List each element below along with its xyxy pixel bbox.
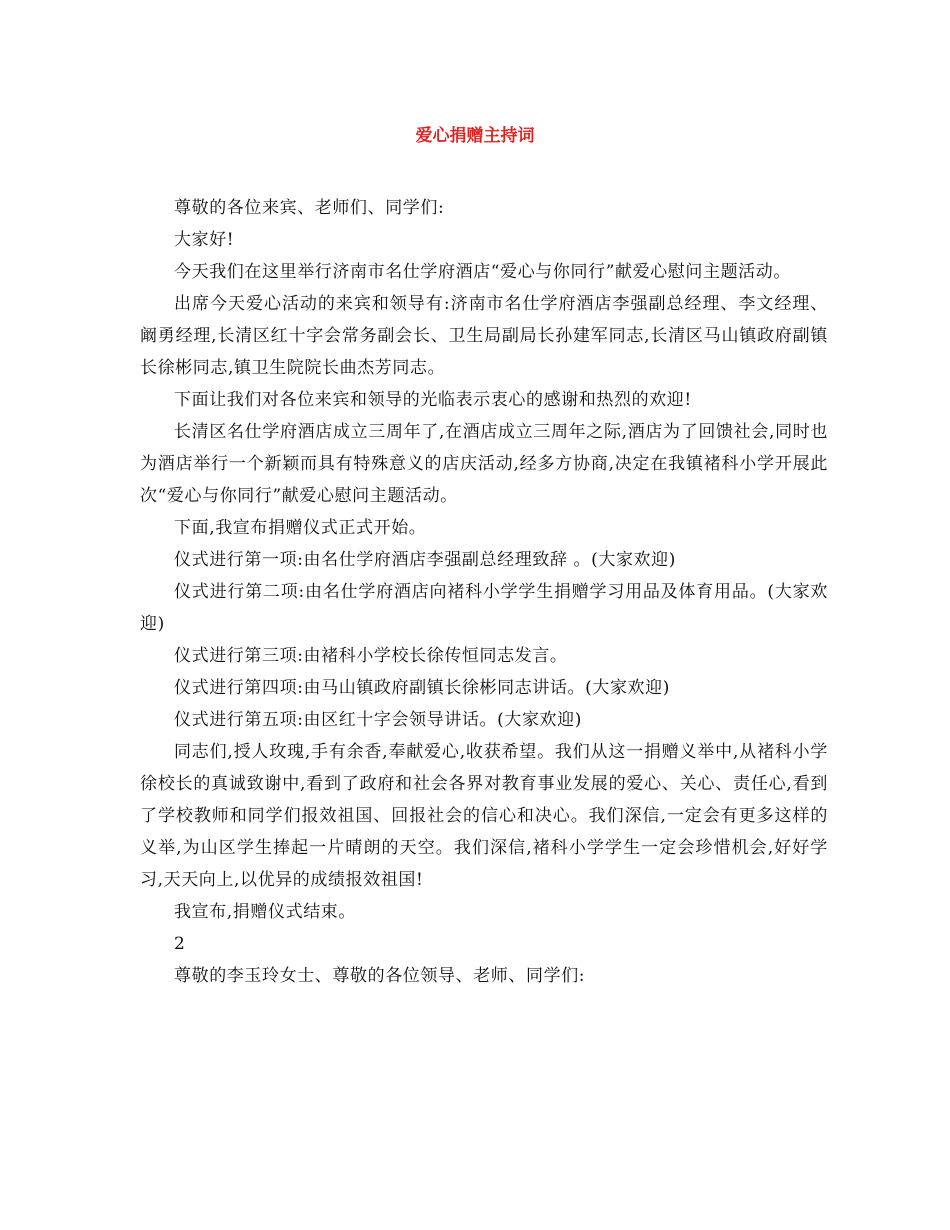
document-title: 爱心捐赠主持词 bbox=[415, 126, 535, 146]
paragraph-second-greeting: 尊敬的李玉玲女士、尊敬的各位领导、老师、同学们: bbox=[174, 966, 586, 986]
paragraph-item-4: 仪式进行第四项:由马山镇政府副镇长徐彬同志讲话。(大家欢迎) bbox=[174, 678, 670, 698]
paragraph-guests: 出席今天爱心活动的来宾和领导有:济南市名仕学府酒店李强副总经理、李文经理、阚勇经理,长清区红十字会常务副会长、卫生局副局长孙建军同志,长清区马山镇政府副镇长徐彬同志,镇卫生院院长曲杰芳同志。 bbox=[140, 294, 828, 378]
section-number: 2 bbox=[174, 934, 186, 954]
paragraph-hello: 大家好! bbox=[174, 230, 235, 250]
paragraph-greeting: 尊敬的各位来宾、老师们、同学们: bbox=[174, 198, 445, 218]
paragraph-intro: 今天我们在这里举行济南市名仕学府酒店“爱心与你同行”献爱心慰问主题活动。 bbox=[174, 262, 791, 282]
document-body bbox=[140, 192, 828, 992]
paragraph-welcome: 下面让我们对各位来宾和领导的光临表示衷心的感谢和热烈的欢迎! bbox=[174, 390, 692, 410]
paragraph-item-3: 仪式进行第三项:由褚科小学校长徐传恒同志发言。 bbox=[174, 646, 568, 666]
paragraph-start: 下面,我宣布捐赠仪式正式开始。 bbox=[174, 518, 427, 538]
paragraph-item-5: 仪式进行第五项:由区红十字会领导讲话。(大家欢迎) bbox=[174, 710, 582, 730]
paragraph-end: 我宣布,捐赠仪式结束。 bbox=[174, 902, 357, 922]
paragraph-item-1: 仪式进行第一项:由名仕学府酒店李强副总经理致辞 。(大家欢迎) bbox=[174, 550, 676, 570]
paragraph-closing-speech: 同志们,授人玫瑰,手有余香,奉献爱心,收获希望。我们从这一捐赠义举中,从褚科小学徐校长的真诚致谢中,看到了政府和社会各界对教育事业发展的爱心、关心、责任心,看到了学校教师和同学们报效祖国、回报社会的信心和决心。我们深信,一定会有更多这样的义举,为山区学生捧起一片晴朗的天空。我们深信,褚科小学学生一定会珍惜机会,好好学习,天天向上,以优异的成绩报效祖国! bbox=[140, 742, 828, 890]
paragraph-item-2: 仪式进行第二项:由名仕学府酒店向褚科小学学生捐赠学习用品及体育用品。(大家欢迎) bbox=[140, 582, 828, 634]
paragraph-background: 长清区名仕学府酒店成立三周年了,在酒店成立三周年之际,酒店为了回馈社会,同时也为酒店举行一个新颖而具有特殊意义的店庆活动,经多方协商,决定在我镇褚科小学开展此次“爱心与你同行”献爱心慰问主题活动。 bbox=[140, 422, 829, 506]
